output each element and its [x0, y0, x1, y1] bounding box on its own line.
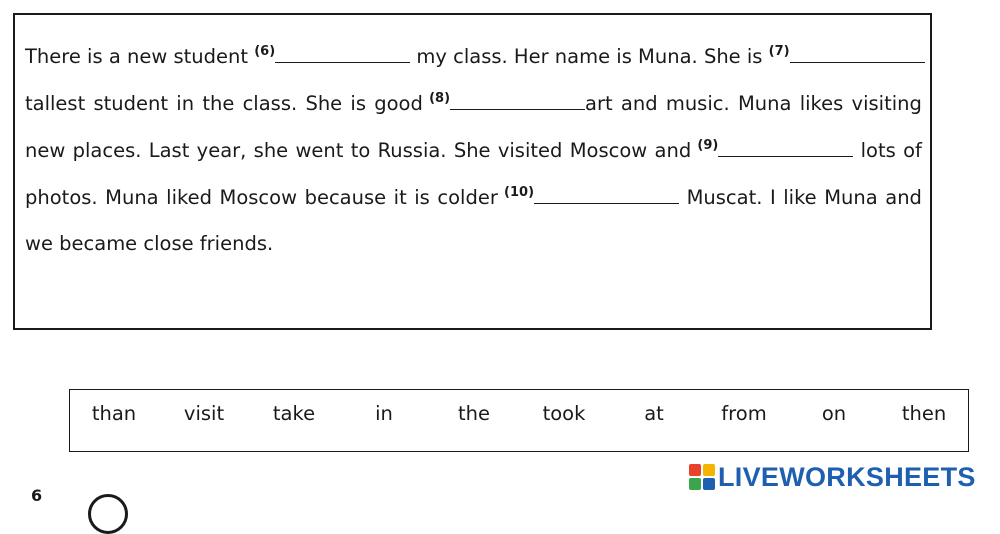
- word-bank-item[interactable]: than: [91, 402, 137, 425]
- word: to: [350, 139, 371, 162]
- passage-line-1: [25, 44, 922, 72]
- word: I: [769, 186, 776, 209]
- blank-number-6: (6): [254, 44, 276, 59]
- word: art: [585, 92, 613, 115]
- word: visited: [497, 139, 563, 162]
- word: She: [305, 92, 343, 115]
- word: places.: [72, 139, 142, 162]
- word-bank-item[interactable]: the: [457, 402, 491, 425]
- word: Muna: [824, 186, 878, 209]
- word: colder: [437, 186, 498, 209]
- logo-grid-icon: [689, 464, 715, 490]
- blank-10-group: [437, 185, 679, 213]
- word: Moscow: [569, 139, 648, 162]
- word: Muna: [105, 186, 159, 209]
- word: Moscow: [219, 186, 298, 209]
- blank-number-7: (7): [768, 44, 790, 59]
- passage-text: There is a new student: [25, 45, 255, 68]
- word: of: [903, 139, 922, 162]
- blank-number-10: (10): [504, 185, 535, 200]
- word: lots: [860, 139, 896, 162]
- passage-box: [13, 13, 932, 330]
- word-bank-item[interactable]: in: [375, 402, 393, 425]
- word: is: [414, 186, 430, 209]
- word-bank-item[interactable]: from: [721, 402, 767, 425]
- passage-line-3: [25, 138, 922, 166]
- logo-cell: [703, 478, 715, 490]
- word: tallest: [25, 92, 86, 115]
- blank-number-9: (9): [697, 138, 719, 153]
- word: and: [654, 139, 692, 162]
- word: went: [295, 139, 344, 162]
- brand-text: LIVEWORKSHEETS: [718, 461, 976, 492]
- word: She: [453, 139, 491, 162]
- blank-10-input[interactable]: [534, 185, 679, 204]
- word: class.: [242, 92, 298, 115]
- word-bank: [69, 389, 969, 452]
- word: visiting: [851, 92, 922, 115]
- word-bank-item[interactable]: visit: [183, 402, 225, 425]
- word-bank-item[interactable]: took: [542, 402, 586, 425]
- circle-mark: [88, 494, 128, 534]
- blank-7-input[interactable]: [790, 44, 925, 63]
- word-bank-item[interactable]: take: [272, 402, 316, 425]
- word-bank-item[interactable]: then: [901, 402, 947, 425]
- blank-9-group: [655, 138, 854, 166]
- word: like: [783, 186, 817, 209]
- liveworksheets-logo: [689, 461, 976, 493]
- word-bank-item[interactable]: at: [644, 402, 664, 425]
- word: Muna: [737, 92, 792, 115]
- word: it: [393, 186, 407, 209]
- passage-line-5: [25, 232, 922, 256]
- word: she: [253, 139, 289, 162]
- blank-8-group: [374, 91, 612, 119]
- word: likes: [799, 92, 844, 115]
- word: good: [374, 92, 423, 115]
- blank-number-8: (8): [429, 91, 451, 106]
- passage-line-4: [25, 185, 922, 213]
- word: Last: [148, 139, 190, 162]
- word: in: [176, 92, 195, 115]
- blank-8-input[interactable]: [450, 91, 585, 110]
- logo-cell: [689, 464, 701, 476]
- word: and: [885, 186, 922, 209]
- logo-cell: [689, 478, 701, 490]
- blank-9-input[interactable]: [718, 138, 853, 157]
- word: and: [620, 92, 658, 115]
- passage-text: my class. Her name is Muna. She is: [410, 45, 769, 68]
- word: the: [202, 92, 235, 115]
- passage-line-2: [25, 91, 922, 119]
- word: photos.: [25, 186, 98, 209]
- logo-cell: [703, 464, 715, 476]
- word: music.: [665, 92, 730, 115]
- word: new: [25, 139, 66, 162]
- word: Muscat.: [686, 186, 763, 209]
- word: liked: [166, 186, 212, 209]
- page-number: 6: [31, 486, 43, 505]
- passage-text: we became close friends.: [25, 232, 274, 255]
- word: Russia.: [377, 139, 447, 162]
- blank-6-input[interactable]: [275, 44, 410, 63]
- word: is: [350, 92, 366, 115]
- word: because: [304, 186, 387, 209]
- word: student: [93, 92, 169, 115]
- word: year,: [196, 139, 247, 162]
- word-bank-item[interactable]: on: [821, 402, 847, 425]
